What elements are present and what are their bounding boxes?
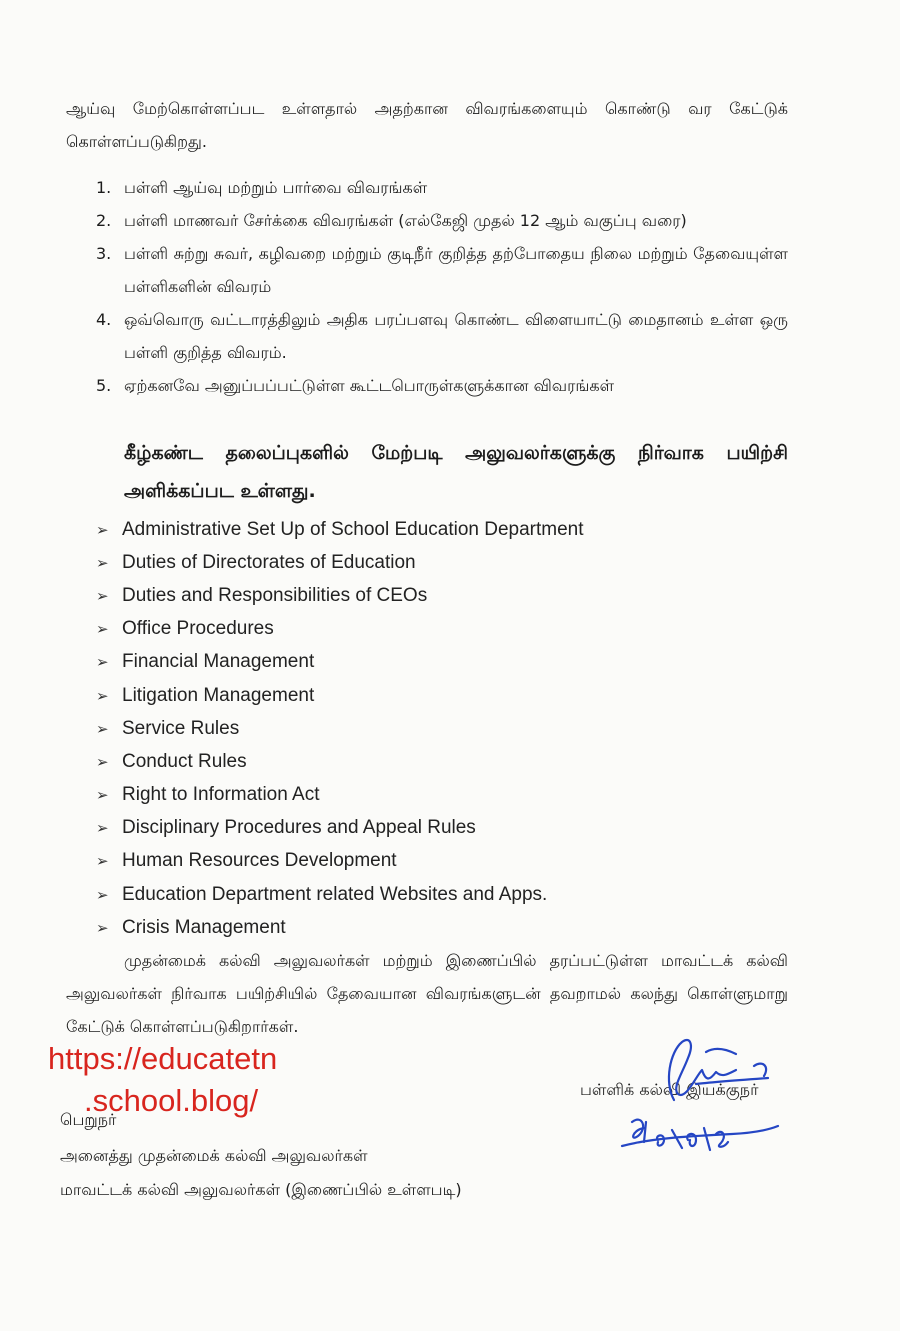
list-text: ஏற்கனவே அனுப்பப்பட்டுள்ள கூட்டபொருள்களுக்கான விவரங்கள் [124,376,615,395]
numbered-list [96,171,788,402]
arrow-bullet-icon: ➢ [96,853,109,871]
topic-item [96,878,796,911]
arrow-bullet-icon: ➢ [96,554,109,572]
topic-text: Litigation Management [122,684,315,706]
arrow-bullet-icon: ➢ [96,820,109,838]
list-number: 4. [96,310,112,329]
topic-text: Right to Information Act [122,784,320,806]
topic-item [96,779,796,812]
topic-text: Duties and Responsibilities of CEOs [122,584,428,606]
list-item [96,204,788,237]
intro-paragraph: ஆய்வு மேற்கொள்ளப்பட உள்ளதால் அதற்கான விவரங்களையும் கொண்டு வர கேட்டுக் கொள்ளப்படுகிறது. [66,99,788,151]
topic-text: Service Rules [122,717,240,739]
list-text: பள்ளி மாணவர் சேர்க்கை விவரங்கள் (எல்கேஜி முதல் 12 ஆம் வகுப்பு வரை) [124,211,687,230]
list-text: ஒவ்வொரு வட்டாரத்திலும் அதிக பரப்பளவு கொண்ட விளையாட்டு மைதானம் உள்ள ஒரு பள்ளி குறித்த விவரம். [124,310,788,362]
topic-text: Education Department related Websites and Apps. [122,883,548,905]
topic-item [96,646,796,679]
arrow-bullet-icon: ➢ [96,787,109,805]
topic-item [96,579,796,612]
topic-item [96,513,796,546]
arrow-bullet-icon: ➢ [96,919,109,937]
topic-item [96,812,796,845]
recipient-label: பெறுநர் [60,1110,117,1129]
topic-item [96,546,796,579]
handwritten-signature [612,1030,792,1160]
list-item [96,369,788,402]
topic-text: Financial Management [122,651,315,673]
topic-item [96,911,796,944]
topic-text: Disciplinary Procedures and Appeal Rules [122,817,476,839]
topic-item [96,845,796,878]
topic-item [96,712,796,745]
watermark-line-2: .school.blog/ [84,1083,259,1118]
topic-list [96,513,796,944]
topic-item [96,745,796,778]
arrow-bullet-icon: ➢ [96,687,109,705]
topic-item [96,679,796,712]
recipient-line: மாவட்டக் கல்வி அலுவலர்கள் (இணைப்பில் உள்ளபடி) [60,1180,462,1199]
topic-item [96,613,796,646]
arrow-bullet-icon: ➢ [96,654,109,672]
list-item [96,303,788,369]
list-number: 3. [96,244,112,263]
topic-text: Human Resources Development [122,850,397,872]
recipient-line: அனைத்து முதன்மைக் கல்வி அலுவலர்கள் [60,1146,368,1165]
topic-text: Duties of Directorates of Education [122,551,416,573]
topic-text: Conduct Rules [122,750,247,772]
arrow-bullet-icon: ➢ [96,521,109,539]
list-number: 5. [96,376,112,395]
arrow-bullet-icon: ➢ [96,886,109,904]
closing-paragraph: முதன்மைக் கல்வி அலுவலர்கள் மற்றும் இணைப்பில் தரப்பட்டுள்ள மாவட்டக் கல்வி அலுவலர்கள் நிர்வாக பயிற்சியில் தேவையான விவரங்களுடன் தவறாமல் கலந்து கொள்ளுமாறு கேட்டுக் கொள்ளப்படுகிறார்கள். [66,951,788,1036]
list-text: பள்ளி ஆய்வு மற்றும் பார்வை விவரங்கள் [124,178,428,197]
list-number: 1. [96,178,112,197]
arrow-bullet-icon: ➢ [96,587,109,605]
list-number: 2. [96,211,112,230]
signatory-title: பள்ளிக் கல்வி இயக்குநர் [580,1080,759,1099]
arrow-bullet-icon: ➢ [96,621,109,639]
topic-text: Office Procedures [122,618,274,640]
list-item [96,171,788,204]
arrow-bullet-icon: ➢ [96,753,109,771]
arrow-bullet-icon: ➢ [96,720,109,738]
topic-text: Crisis Management [122,916,286,938]
list-text: பள்ளி சுற்று சுவர், கழிவறை மற்றும் குடிநீர் குறித்த தற்போதைய நிலை மற்றும் தேவையுள்ள பள்ளிகளின் விவரம் [124,244,788,296]
watermark-line-1: https://educatetn [48,1041,278,1076]
topic-text: Administrative Set Up of School Education Department [122,518,584,540]
list-item [96,237,788,303]
training-heading: கீழ்கண்ட தலைப்புகளில் மேற்படி அலுவலர்களுக்கு நிர்வாக பயிற்சி அளிக்கப்பட உள்ளது. [124,442,788,502]
